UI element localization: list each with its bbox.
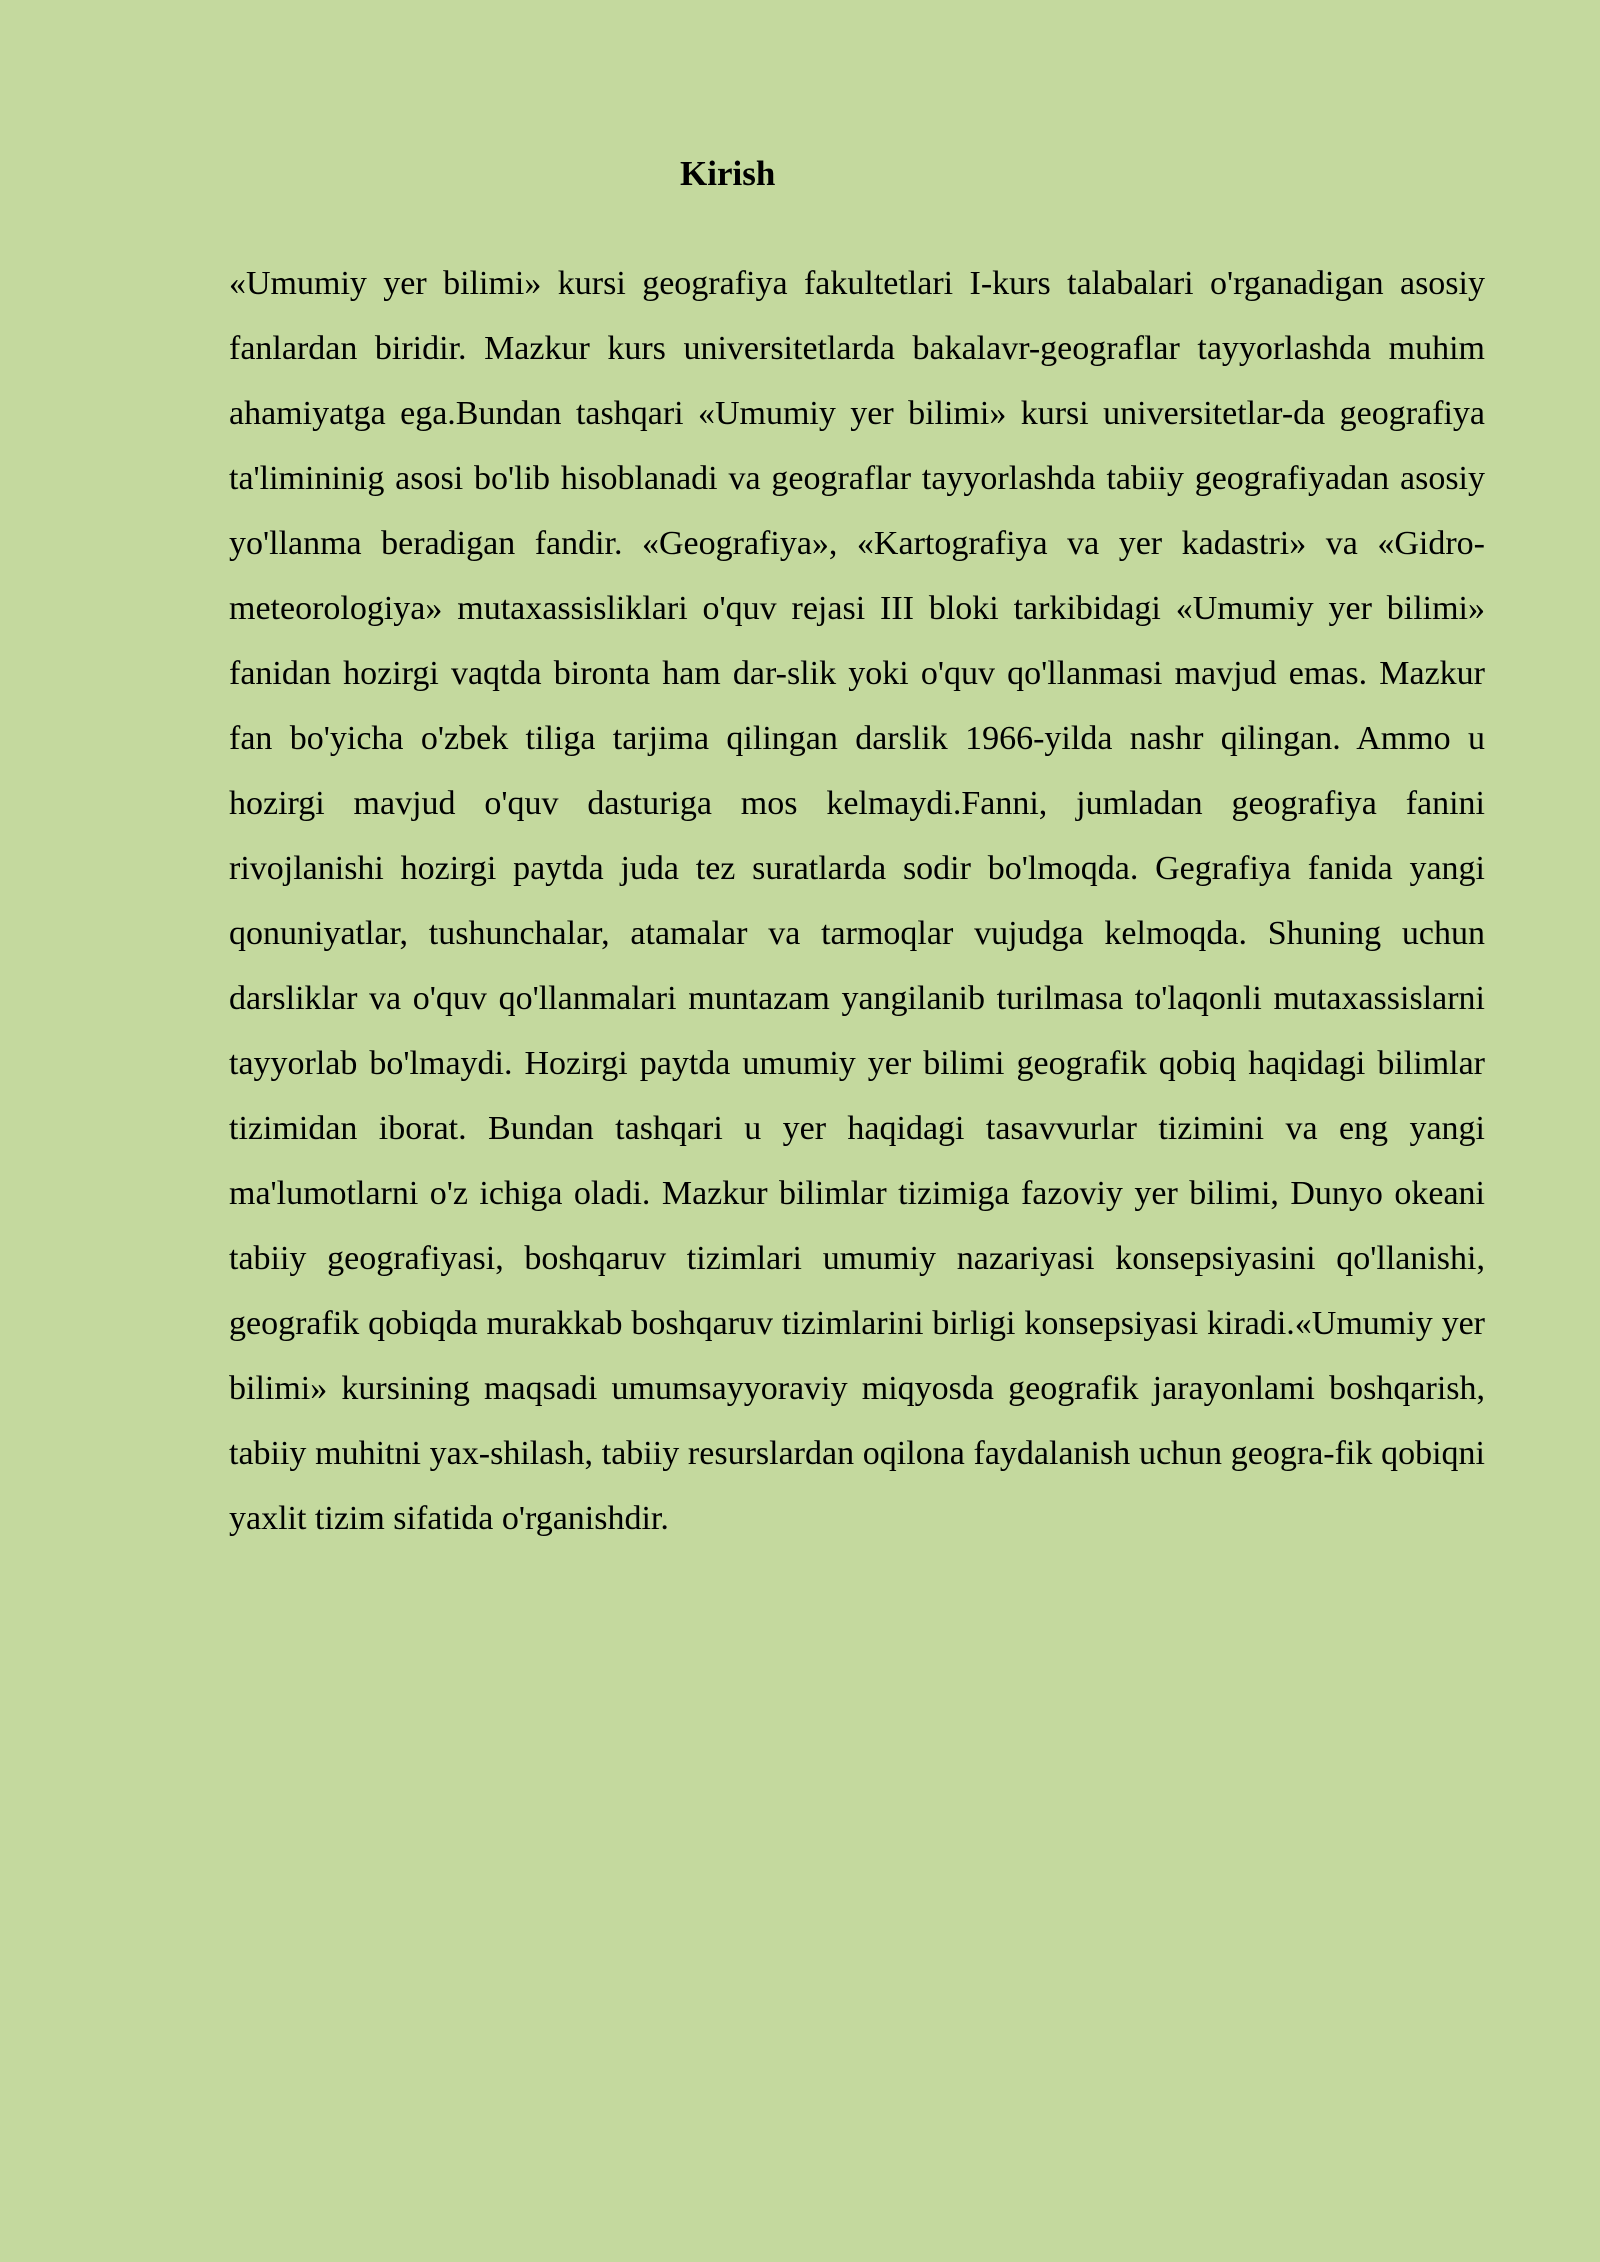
body-paragraph: «Umumiy yer bilimi» kursi geografiya fakultetlari I-kurs talabalari o'rganadigan asosiy fanlardan biridir. Mazkur kurs universitetlarda bakalavr-geograflar tayyorlashda muhim ahamiyatga ega.Bundan tashqari «Umumiy yer bilimi» kursi universitetlar-da geografiya ta'limininig asosi bo'lib hisoblanadi va geograflar tayyorlashda tabiiy geografiyadan asosiy yo'llanma beradigan fandir. «Geografiya», «Kartografiya va yer kadastri» va «Gidro-meteorologiya» mutaxassisliklari o'quv rejasi III bloki tarkibidagi «Umumiy yer bilimi» fanidan hozirgi vaqtda bironta ham dar-slik yoki o'quv qo'llanmasi mavjud emas. Mazkur fan bo'yicha o'zbek tiliga tarjima qilingan darslik 1966-yilda nashr qilingan. Ammo u hozirgi mavjud o'quv dasturiga mos kelmaydi.Fanni, jumladan geografiya fanini rivojlanishi hozirgi paytda juda tez suratlarda sodir bo'lmoqda. Gegrafiya fanida yangi qonuniyatlar, tushunchalar, atamalar va tarmoqlar vujudga kelmoqda. Shuning uchun darsliklar va o'quv qo'llanmalari muntazam yangilanib turilmasa to'laqonli mutaxassislarni tayyorlab bo'lmaydi. Hozirgi paytda umumiy yer bilimi geografik qobiq haqidagi bilimlar tizimidan iborat. Bundan tashqari u yer haqidagi tasavvurlar tizimini va eng yangi ma'lumotlarni o'z ichiga oladi. Mazkur bilimlar tizimiga fazoviy yer bilimi, Dunyo okeani tabiiy geografiyasi, boshqaruv tizimlari umumiy nazariyasi konsepsiyasini qo'llanishi, geografik qobiqda murakkab boshqaruv tizimlarini birligi konsepsiyasi kiradi.«Umumiy yer bilimi» kursining maqsadi umumsayyoraviy miqyosda geografik jarayonlami boshqarish, tabiiy muhitni yax-shilash, tabiiy resurslardan oqilona faydalanish uchun geogra-fik qobiqni yaxlit tizim sifatida o'rganishdir. (229, 265, 1485, 1537)
section-heading: Kirish (680, 154, 776, 193)
